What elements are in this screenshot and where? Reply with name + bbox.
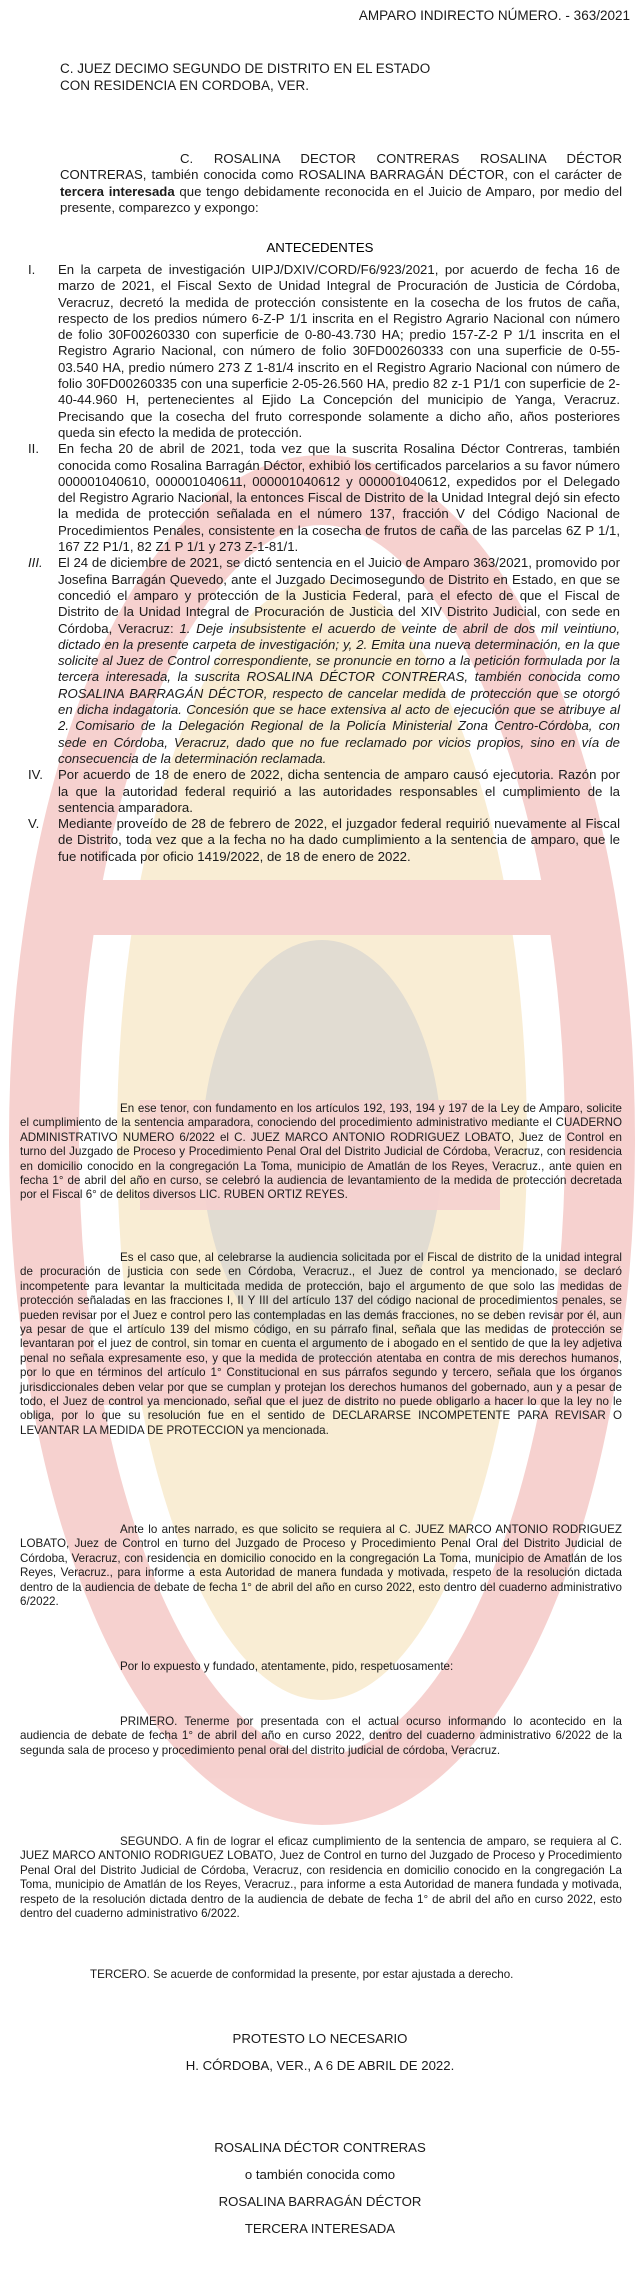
antecedente-item-5 [0,816,640,865]
item-text: Mediante proveído de 28 de febrero de 2022, el juzgador federal requirió nuevamente al Fiscal de Distrito, toda vez que a la fecha no ha dado cumplimiento a la sentencia de amparo, que le fue notificada por oficio 1419/2022, de 18 de enero de 2022. [58,816,620,864]
paragraph-fundamento: En ese tenor, con fundamento en los artículos 192, 193, 194 y 197 de la Ley de Amparo, solicite el cumplimiento de la sentencia amparadora, conociendo del procedimiento administrativo mediante el CUADERNO ADMINISTRATIVO NUMERO 6/2022 el C. JUEZ MARCO ANTONIO RODRIGUEZ LOBATO, Juez de Control en turno del Juzgado de Proceso y Procedimiento Penal Oral del Distrito Judicial de Córdoba, Veracruz, con residencia en domicilio conocido en la congregación La Toma, municipio de Amatlán de los Reyes, Veracruz., ante quien en fecha 1° de abril del año en curso, se celebró la audiencia de levantamiento de la medida de protección decretada por el Fiscal 6° de delitos diversos LIC. RUBEN ORTIZ REYES. [20,1102,622,1202]
protesto-line: PROTESTO LO NECESARIO [232,2031,408,2046]
seal-bar-top [60,880,580,935]
item-text [58,555,620,767]
intro-part-2: que tengo debidamente reconocida en el Juicio de Amparo, por medio del presente, comparezco y expongo: [60,183,622,215]
intro-paragraph [60,151,622,216]
item-number: III. [28,555,43,571]
antecedente-item-2 [0,441,640,555]
antecedente-item-3 [0,555,640,767]
paragraph-tercero: TERCERO. Se acuerde de conformidad la presente, por estar ajustada a derecho. [90,1968,514,1981]
paragraph-segundo: SEGUNDO. A fin de lograr el eficaz cumplimiento de la sentencia de amparo, se requiera al C. JUEZ MARCO ANTONIO RODRIGUEZ LOBATO, Juez de Control en turno del Juzgado de Proceso y Procedimiento Penal Oral del Distrito Judicial de Córdoba, Veracruz, con residencia en domicilio conocido en la congregación La Toma, municipio de Amatlán de los Reyes, Veracruz., para informe a esta Autoridad de manera fundada y motivada, respeto de la resolución dictada dentro de la audiencia de debate de fecha 1° de abril del año en curso 2022, esto dentro del cuaderno administrativo 6/2022. [20,1835,622,1921]
addressee [60,60,620,94]
signer-aka: o también conocida como [244,2167,396,2182]
item-text-italic: 1. Deje insubsistente el acuerdo de veinte de abril de dos mil veintiuno, dictado en la presente carpeta de investigación; y, 2. Emita una nueva determinación, en la que solicite al Juez de Control correspondiente, se pronuncie en torno a la petición formulada por la tercera interesada, la suscrita ROSALINA DÉCTOR CONTRERAS, también conocida como ROSALINA BARRAGÁN DÉCTOR, respecto de cancelar medida de protección que se otorgó en dicha indagatoria. Concesión que se hace extensiva al acto de ejecución que se atribuye al 2. Comisario de la Delegación Regional de la Policía Ministerial Zona Centro-Córdoba, con sede en Córdoba, Veracruz, dado que no fue reclamado por vicios propios, sino en vía de consecuencia de la determinación reclamada. [58,620,620,766]
item-number: I. [28,262,36,277]
paragraph-primero: PRIMERO. Tenerme por presentada con el actual ocurso informando lo acontecido en la audiencia de debate de fecha 1° de abril del año en curso 2022, dentro del cuaderno administrativo 6/2022 de la segunda sala de proceso y procedimiento penal oral del distrito judicial de córdoba, Veracruz. [20,1715,622,1757]
antecedente-item-1 [0,262,640,441]
section-title-antecedentes: ANTECEDENTES [266,240,374,255]
item-text-plain: El 24 de diciembre de 2021, se dictó sentencia en el Juicio de Amparo 363/2021, promovido por Josefina Barragán Quevedo, ante el Juzgado Decimosegundo de Distrito en Estado, en que se concedió el amparo y protección de la Justicia Federal, para el efecto de que el Fiscal de Distrito de la Unidad Integral de Procuración de Justicia del XIV Distrito Judicial, con sede en Córdoba, Veracruz: [58,555,620,636]
item-text: En fecha 20 de abril de 2021, toda vez que la suscrita Rosalina Déctor Contreras, también conocida como Rosalina Barragán Déctor, exhibió los certificados parcelarios a su favor número 000001040610, 000001040611, 000001040612 y 000001040612, expedidos por el Delegado del Registro Agrario Nacional, la entonces Fiscal de Distrito de la Unidad Integral dejó sin efecto la medida de protección señalada en el número 137, fracción V del Código Nacional de Procedimientos Penales, consistente en la cosecha de frutos de caña de las parcelas 6Z P 1/1, 167 Z2 P1/1, 82 Z1 P 1/1 y 273 Z-1-81/1. [58,441,620,555]
signer-name: ROSALINA DÉCTOR CONTRERAS [214,2140,426,2155]
addressee-line-2: CON RESIDENCIA EN CORDOBA, VER. [60,78,310,93]
place-date: H. CÓRDOBA, VER., A 6 DE ABRIL DE 2022. [185,2058,455,2073]
item-number: IV. [28,767,43,783]
case-number: AMPARO INDIRECTO NÚMERO. - 363/2021 [358,8,630,23]
intro-part-1: C. ROSALINA DECTOR CONTRERAS ROSALINA DÉCTOR CONTRERAS, también conocida como ROSALINA BARRAGÁN DÉCTOR, con el carácter de [60,151,622,183]
addressee-line-1: C. JUEZ DECIMO SEGUNDO DE DISTRITO EN EL ESTADO [60,61,431,76]
item-number: II. [28,441,39,457]
signer-alt-name: ROSALINA BARRAGÁN DÉCTOR [218,2194,422,2209]
paragraph-closing: Por lo expuesto y fundado, atentamente, pido, respetuosamente: [120,1660,454,1673]
paragraph-solicitud: Ante lo antes narrado, es que solicito se requiera al C. JUEZ MARCO ANTONIO RODRIGUEZ LOBATO, Juez de Control en turno del Juzgado de Proceso y Procedimiento Penal Oral del Distrito Judicial de Córdoba, Veracruz, con residencia en domicilio conocido en la congregación La Toma, municipio de Amatlán de los Reyes, Veracruz., para informe a esta Autoridad de manera fundada y motivada, respeto de la resolución dictada dentro de la audiencia de debate de fecha 1° de abril del año en curso 2022, esto dentro del cuaderno administrativo 6/2022. [20,1523,622,1609]
paragraph-es-el-caso: Es el caso que, al celebrarse la audiencia solicitada por el Fiscal de distrito de la unidad integral de procuración de justicia con sede en Córdoba, Veracruz., el Juez de control ya mencionado, se declaró incompetente para levantar la multicitada medida de protección, bajo el argumento de que solo las medidas de protección señaladas en las fracciones I, II Y III del artículo 137 del código nacional de procedimientos penales, se pueden revisar por el Juez e control pero las contempladas en las demás fracciones, no se deben revisar por él, aun ya pesar de que el artículo 139 del mismo código, en su párrafo final, señala que las medidas de protección se levantaran por el juez de control, sin tomar en cuenta el argumento de i abogado en el sentido de que la ley adjetiva penal no señala expresamente eso, y que la medida de protección atentaba en contra de mis derechos humanos, por lo que en términos del artículo 1° Constitucional en sus párrafos segundo y tercero, señala que los órganos jurisdiccionales deben velar por que se cumplan y protejan los derechos humanos del gobernado, aun y a pesar de todo, el Juez de control ya mencionado, señal que el juez de distrito no puede obligarlo a hacer lo que la ley no le obliga, por lo que su resolución fue en el sentido de DECLARARSE INCOMPETENTE PARA REVISAR O LEVANTAR LA MEDIDA DE PROTECCION ya mencionada. [20,1251,622,1437]
intro-bold: tercera interesada [60,183,175,199]
antecedentes-list [0,262,640,865]
signer-role: TERCERA INTERESADA [244,2221,396,2236]
item-number: V. [28,816,40,832]
item-text: Por acuerdo de 18 de enero de 2022, dicha sentencia de amparo causó ejecutoria. Razón por la que la autoridad federal requirió a las autoridades responsables el cumplimiento de la sentencia amparadora. [58,767,620,815]
item-text: En la carpeta de investigación UIPJ/DXIV/CORD/F6/923/2021, por acuerdo de fecha 16 de marzo de 2021, el Fiscal Sexto de Unidad Integral de Procuración de Justicia de Córdoba, Veracruz, decretó la medida de protección consistente en la cosecha de los frutos de caña, respecto de los predios número 6-Z-P 1/1 inscrita en el Registro Agrario Nacional con número de folio 30F00260330 con superficie de 0-80-43.730 HA; predio 157-Z-2 P 1/1 inscrita en el Registro Agrario Nacional, con número de folio 30FD00260333 con una superficie de 0-55-03.540 HA, predio número 273 Z 1-81/4 inscrito en el Registro Agrario Nacional con número de folio 30FD00260335 con una superficie 2-05-26.560 HA, predio 82 z-1 P1/1 con superficie de 2-40-44.960 H, pertenecientes al Ejido La Concepción del municipio de Yanga, Veracruz. Precisando que la cosecha del fruto corresponde solamente a dicho año, años posteriores queda sin efecto la medida de protección. [58,262,620,440]
antecedente-item-4 [0,767,640,816]
